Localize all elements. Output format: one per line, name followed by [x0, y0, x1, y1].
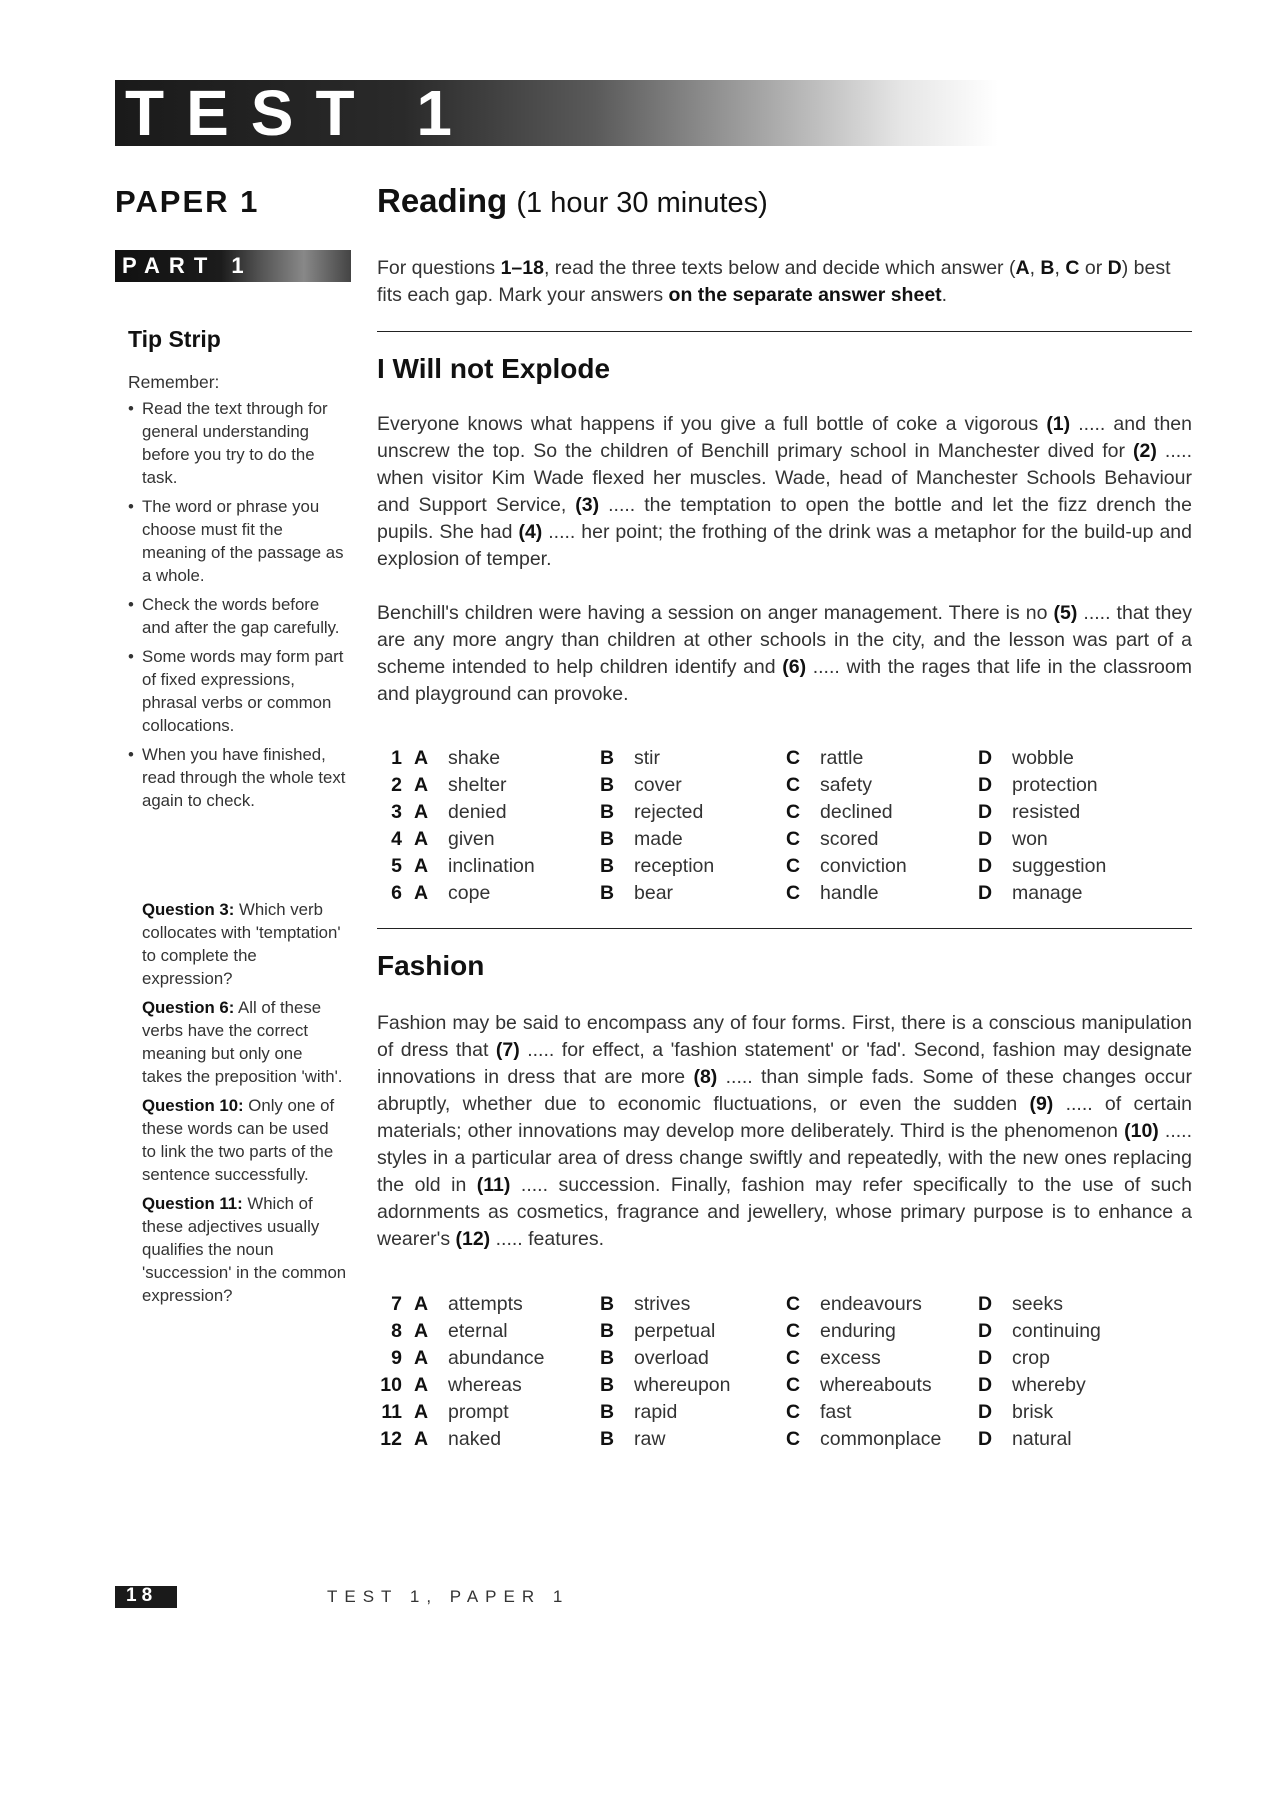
- instructions: [377, 255, 1187, 309]
- option-letter: C: [786, 855, 801, 877]
- question-tips: [142, 898, 347, 1313]
- gap-number: (4): [518, 521, 543, 543]
- question-tip-text: Which of these adjectives usually qualifies the noun 'succession' in the common expression?: [142, 1194, 347, 1305]
- gap-number: (7): [495, 1039, 520, 1061]
- option-row: [380, 1426, 1164, 1453]
- option-row: [380, 826, 1164, 853]
- option-letter: C: [786, 1374, 801, 1396]
- text2-paragraph-1: [377, 1010, 1192, 1253]
- text-run: Fashion may be said to encompass any of four forms. First, there is a conscious manipulation of dress that: [377, 1012, 1192, 1061]
- instr-text: , read the three texts below and decide which answer (: [543, 257, 1016, 279]
- option-letter: B: [600, 1428, 615, 1450]
- option-c: excess: [820, 1347, 881, 1369]
- option-a: inclination: [448, 855, 535, 877]
- divider: [377, 928, 1192, 929]
- question-number: 3: [391, 801, 402, 823]
- text1-options: [380, 745, 1164, 907]
- instr-text: ) best fits each gap. Mark your answers: [377, 257, 1171, 306]
- option-b: whereupon: [634, 1374, 731, 1396]
- option-c: declined: [820, 801, 893, 823]
- text2-options: [380, 1291, 1164, 1453]
- gap-number: (6): [782, 656, 807, 678]
- option-letter: B: [600, 774, 615, 796]
- option-row: [380, 1372, 1164, 1399]
- gap-number: (9): [1029, 1093, 1054, 1115]
- question-tip: [142, 1094, 347, 1186]
- option-letter: C: [786, 1293, 801, 1315]
- option-letter: A: [414, 774, 429, 796]
- text1-title: I Will not Explode: [377, 353, 611, 384]
- option-row: [380, 1318, 1164, 1345]
- option-d: resisted: [1012, 801, 1081, 823]
- remember-label: Remember:: [128, 372, 220, 392]
- text-run: ..... her point; the frothing of the drink was a metaphor for the build-up and explosion of temper.: [377, 521, 1192, 570]
- instr-text: ,: [1054, 257, 1066, 279]
- question-tip-label: Question 11:: [142, 1194, 243, 1213]
- part-label: PART 1: [122, 253, 253, 278]
- option-c: safety: [820, 774, 873, 796]
- option-b: strives: [634, 1293, 691, 1315]
- gap-number: (11): [476, 1174, 511, 1196]
- text-run: ..... the temptation to open the bottle and let the fizz drench the pupils. She had: [377, 494, 1192, 543]
- text-run: ..... styles in a particular area of dress change swiftly and repeatedly, with the new ones replacing the old in: [377, 1120, 1192, 1196]
- option-letter: B: [600, 1293, 615, 1315]
- option-letter: C: [786, 882, 801, 904]
- text-run: ..... with the rages that life in the classroom and playground can provoke.: [377, 656, 1192, 705]
- option-letter: D: [978, 828, 993, 850]
- text1-paragraph-1: [377, 411, 1192, 573]
- option-letter: B: [600, 1347, 615, 1369]
- question-number: 5: [391, 855, 402, 877]
- option-letter: D: [978, 1347, 993, 1369]
- option-a: denied: [448, 801, 507, 823]
- gap-number: (8): [693, 1066, 718, 1088]
- option-letter: A: [414, 747, 429, 769]
- option-letter: B: [600, 1320, 615, 1342]
- question-tip-text: Only one of these words can be used to link the two parts of the sentence successfully.: [142, 1096, 335, 1184]
- question-tip-label: Question 6:: [142, 998, 235, 1017]
- option-letter: D: [978, 1320, 993, 1342]
- option-c: handle: [820, 882, 879, 904]
- question-number: 4: [391, 828, 402, 850]
- question-number: 7: [391, 1293, 402, 1315]
- option-letter: C: [786, 747, 801, 769]
- option-row: [380, 853, 1164, 880]
- option-d: seeks: [1012, 1293, 1063, 1315]
- question-number: 10: [380, 1374, 402, 1396]
- option-a: eternal: [448, 1320, 508, 1342]
- question-tip-label: Question 3:: [142, 900, 235, 919]
- option-row: [380, 1291, 1164, 1318]
- tip-item: • The word or phrase you choose must fit the meaning of the passage as a whole.: [128, 495, 348, 587]
- option-letter: A: [414, 801, 429, 823]
- divider: [377, 331, 1192, 332]
- text-run: ..... when visitor Kim Wade flexed her muscles. Wade, head of Manchester Schools Behaviour and Support Service,: [377, 440, 1192, 516]
- gap-number: (2): [1133, 440, 1157, 462]
- option-a: prompt: [448, 1401, 509, 1423]
- test-title: TEST 1: [125, 77, 474, 149]
- option-c: rattle: [820, 747, 864, 769]
- option-row: [380, 1345, 1164, 1372]
- option-letter: C: [786, 1428, 801, 1450]
- question-tip: [142, 898, 347, 990]
- option-letter: D: [978, 1401, 993, 1423]
- option-c: enduring: [820, 1320, 896, 1342]
- option-a: shelter: [448, 774, 507, 796]
- option-letter: B: [600, 1374, 615, 1396]
- option-letter: D: [978, 801, 993, 823]
- option-letter: D: [978, 855, 993, 877]
- option-letter: A: [414, 882, 429, 904]
- option-letter: A: [414, 1347, 429, 1369]
- question-number: 1: [391, 747, 402, 769]
- option-d: protection: [1012, 774, 1098, 796]
- instr-emphasis: on the separate answer sheet: [668, 284, 942, 306]
- question-tip: [142, 1192, 347, 1307]
- question-number: 11: [381, 1401, 402, 1423]
- option-b: overload: [634, 1347, 709, 1369]
- option-letter: A: [414, 1401, 429, 1423]
- duration: (1 hour 30 minutes): [516, 187, 768, 219]
- option-letter: A: [414, 855, 429, 877]
- option-letter: B: [600, 747, 615, 769]
- tip-list: [128, 397, 348, 818]
- text-run: Everyone knows what happens if you give a full bottle of coke a vigorous: [377, 413, 1047, 435]
- tip-strip-title: Tip Strip: [128, 326, 221, 352]
- option-c: commonplace: [820, 1428, 942, 1450]
- option-letter: C: [786, 828, 801, 850]
- option-letter: D: [978, 882, 993, 904]
- instr-text: .: [941, 284, 948, 306]
- question-tip: [142, 996, 347, 1088]
- option-c: scored: [820, 828, 879, 850]
- option-c: conviction: [820, 855, 907, 877]
- running-footer: TEST 1, PAPER 1: [327, 1587, 570, 1606]
- option-letter: D: [978, 1428, 993, 1450]
- option-c: fast: [820, 1401, 852, 1423]
- instr-letter: C: [1065, 257, 1080, 279]
- page-number: 18: [126, 1585, 158, 1606]
- option-b: stir: [634, 747, 660, 769]
- option-b: reception: [634, 855, 715, 877]
- option-d: suggestion: [1012, 855, 1107, 877]
- text-run: ..... and then unscrew the top. So the children of Benchill primary school in Manchester dived for: [377, 413, 1192, 462]
- text-run: ..... of certain materials; other innovations may develop more deliberately. Third is the phenomenon: [377, 1093, 1192, 1142]
- gap-number: (12): [455, 1228, 491, 1250]
- instr-text: ,: [1029, 257, 1041, 279]
- option-b: raw: [634, 1428, 666, 1450]
- option-letter: C: [786, 1401, 801, 1423]
- option-a: cope: [448, 882, 491, 904]
- option-c: whereabouts: [820, 1374, 932, 1396]
- option-row: [380, 799, 1164, 826]
- option-letter: A: [414, 1320, 429, 1342]
- option-letter: C: [786, 1320, 801, 1342]
- question-number: 2: [391, 774, 402, 796]
- instr-range: 1–18: [500, 257, 544, 279]
- option-d: brisk: [1012, 1401, 1054, 1423]
- option-b: made: [634, 828, 683, 850]
- gap-number: (10): [1124, 1120, 1159, 1142]
- gap-number: (3): [575, 494, 600, 516]
- question-tip-text: All of these verbs have the correct meaning but only one takes the preposition 'with'.: [142, 998, 343, 1086]
- option-letter: A: [414, 1374, 429, 1396]
- option-a: naked: [448, 1428, 502, 1450]
- option-d: continuing: [1012, 1320, 1101, 1342]
- option-letter: A: [414, 1293, 429, 1315]
- paper-title: PAPER 1: [115, 184, 260, 219]
- question-tip-text: Which verb collocates with 'temptation' to complete the expression?: [142, 900, 341, 988]
- option-c: endeavours: [820, 1293, 922, 1315]
- option-letter: A: [414, 1428, 429, 1450]
- option-letter: D: [978, 1374, 993, 1396]
- instr-text: or: [1079, 257, 1108, 279]
- option-b: perpetual: [634, 1320, 716, 1342]
- option-b: rapid: [634, 1401, 678, 1423]
- option-b: cover: [634, 774, 682, 796]
- text-run: ..... that they are any more angry than children at other schools in the city, and the lesson was part of a scheme intended to help children identify and: [377, 602, 1192, 678]
- tip-item: • Read the text through for general understanding before you try to do the task.: [128, 397, 348, 489]
- text1-paragraph-2: [377, 600, 1192, 708]
- section-name: Reading: [377, 182, 508, 219]
- text-run: ..... succession. Finally, fashion may refer specifically to the use of such adornments as cosmetics, fragrance and jewellery, whose primary purpose is to enhance a wearer's: [377, 1174, 1192, 1250]
- option-d: won: [1012, 828, 1048, 850]
- option-d: crop: [1012, 1347, 1050, 1369]
- instr-letter: D: [1107, 257, 1122, 279]
- text-run: ..... than simple fads. Some of these changes occur abruptly, whether due to economic fluctuations, or even the sudden: [377, 1066, 1193, 1115]
- option-letter: D: [978, 774, 993, 796]
- question-number: 8: [391, 1320, 402, 1342]
- option-b: rejected: [634, 801, 704, 823]
- option-b: bear: [634, 882, 674, 904]
- option-a: abundance: [448, 1347, 545, 1369]
- option-letter: C: [786, 774, 801, 796]
- text2-title: Fashion: [377, 950, 485, 981]
- text-run: Benchill's children were having a session on anger management. There is no: [377, 602, 1054, 624]
- option-row: [380, 745, 1164, 772]
- option-letter: D: [978, 1293, 993, 1315]
- option-letter: B: [600, 801, 615, 823]
- option-a: whereas: [448, 1374, 522, 1396]
- option-letter: B: [600, 1401, 615, 1423]
- option-a: attempts: [448, 1293, 523, 1315]
- option-row: [380, 1399, 1164, 1426]
- option-letter: C: [786, 801, 801, 823]
- option-d: manage: [1012, 882, 1083, 904]
- instr-letter: A: [1015, 257, 1030, 279]
- question-tip-label: Question 10:: [142, 1096, 244, 1115]
- question-number: 6: [391, 882, 402, 904]
- option-d: natural: [1012, 1428, 1072, 1450]
- tip-item: • When you have finished, read through the whole text again to check.: [128, 743, 348, 812]
- option-letter: D: [978, 747, 993, 769]
- option-d: whereby: [1012, 1374, 1086, 1396]
- option-letter: A: [414, 828, 429, 850]
- text-run: ..... for effect, a 'fashion statement' or 'fad'. Second, fashion may designate innovations in dress that are more: [377, 1039, 1192, 1088]
- question-number: 12: [380, 1428, 402, 1450]
- option-d: wobble: [1012, 747, 1074, 769]
- section-title: [377, 182, 768, 220]
- option-a: shake: [448, 747, 501, 769]
- instr-text: For questions: [377, 257, 501, 279]
- option-letter: C: [786, 1347, 801, 1369]
- option-letter: B: [600, 882, 615, 904]
- option-a: given: [448, 828, 495, 850]
- instr-letter: B: [1040, 257, 1055, 279]
- gap-number: (5): [1053, 602, 1078, 624]
- tip-item: • Some words may form part of fixed expressions, phrasal verbs or common collocations.: [128, 645, 348, 737]
- text-run: ..... features.: [490, 1228, 604, 1250]
- gap-number: (1): [1046, 413, 1071, 435]
- question-number: 9: [391, 1347, 402, 1369]
- option-letter: B: [600, 855, 615, 877]
- option-letter: B: [600, 828, 615, 850]
- tip-item: • Check the words before and after the gap carefully.: [128, 593, 348, 639]
- option-row: [380, 880, 1164, 907]
- option-row: [380, 772, 1164, 799]
